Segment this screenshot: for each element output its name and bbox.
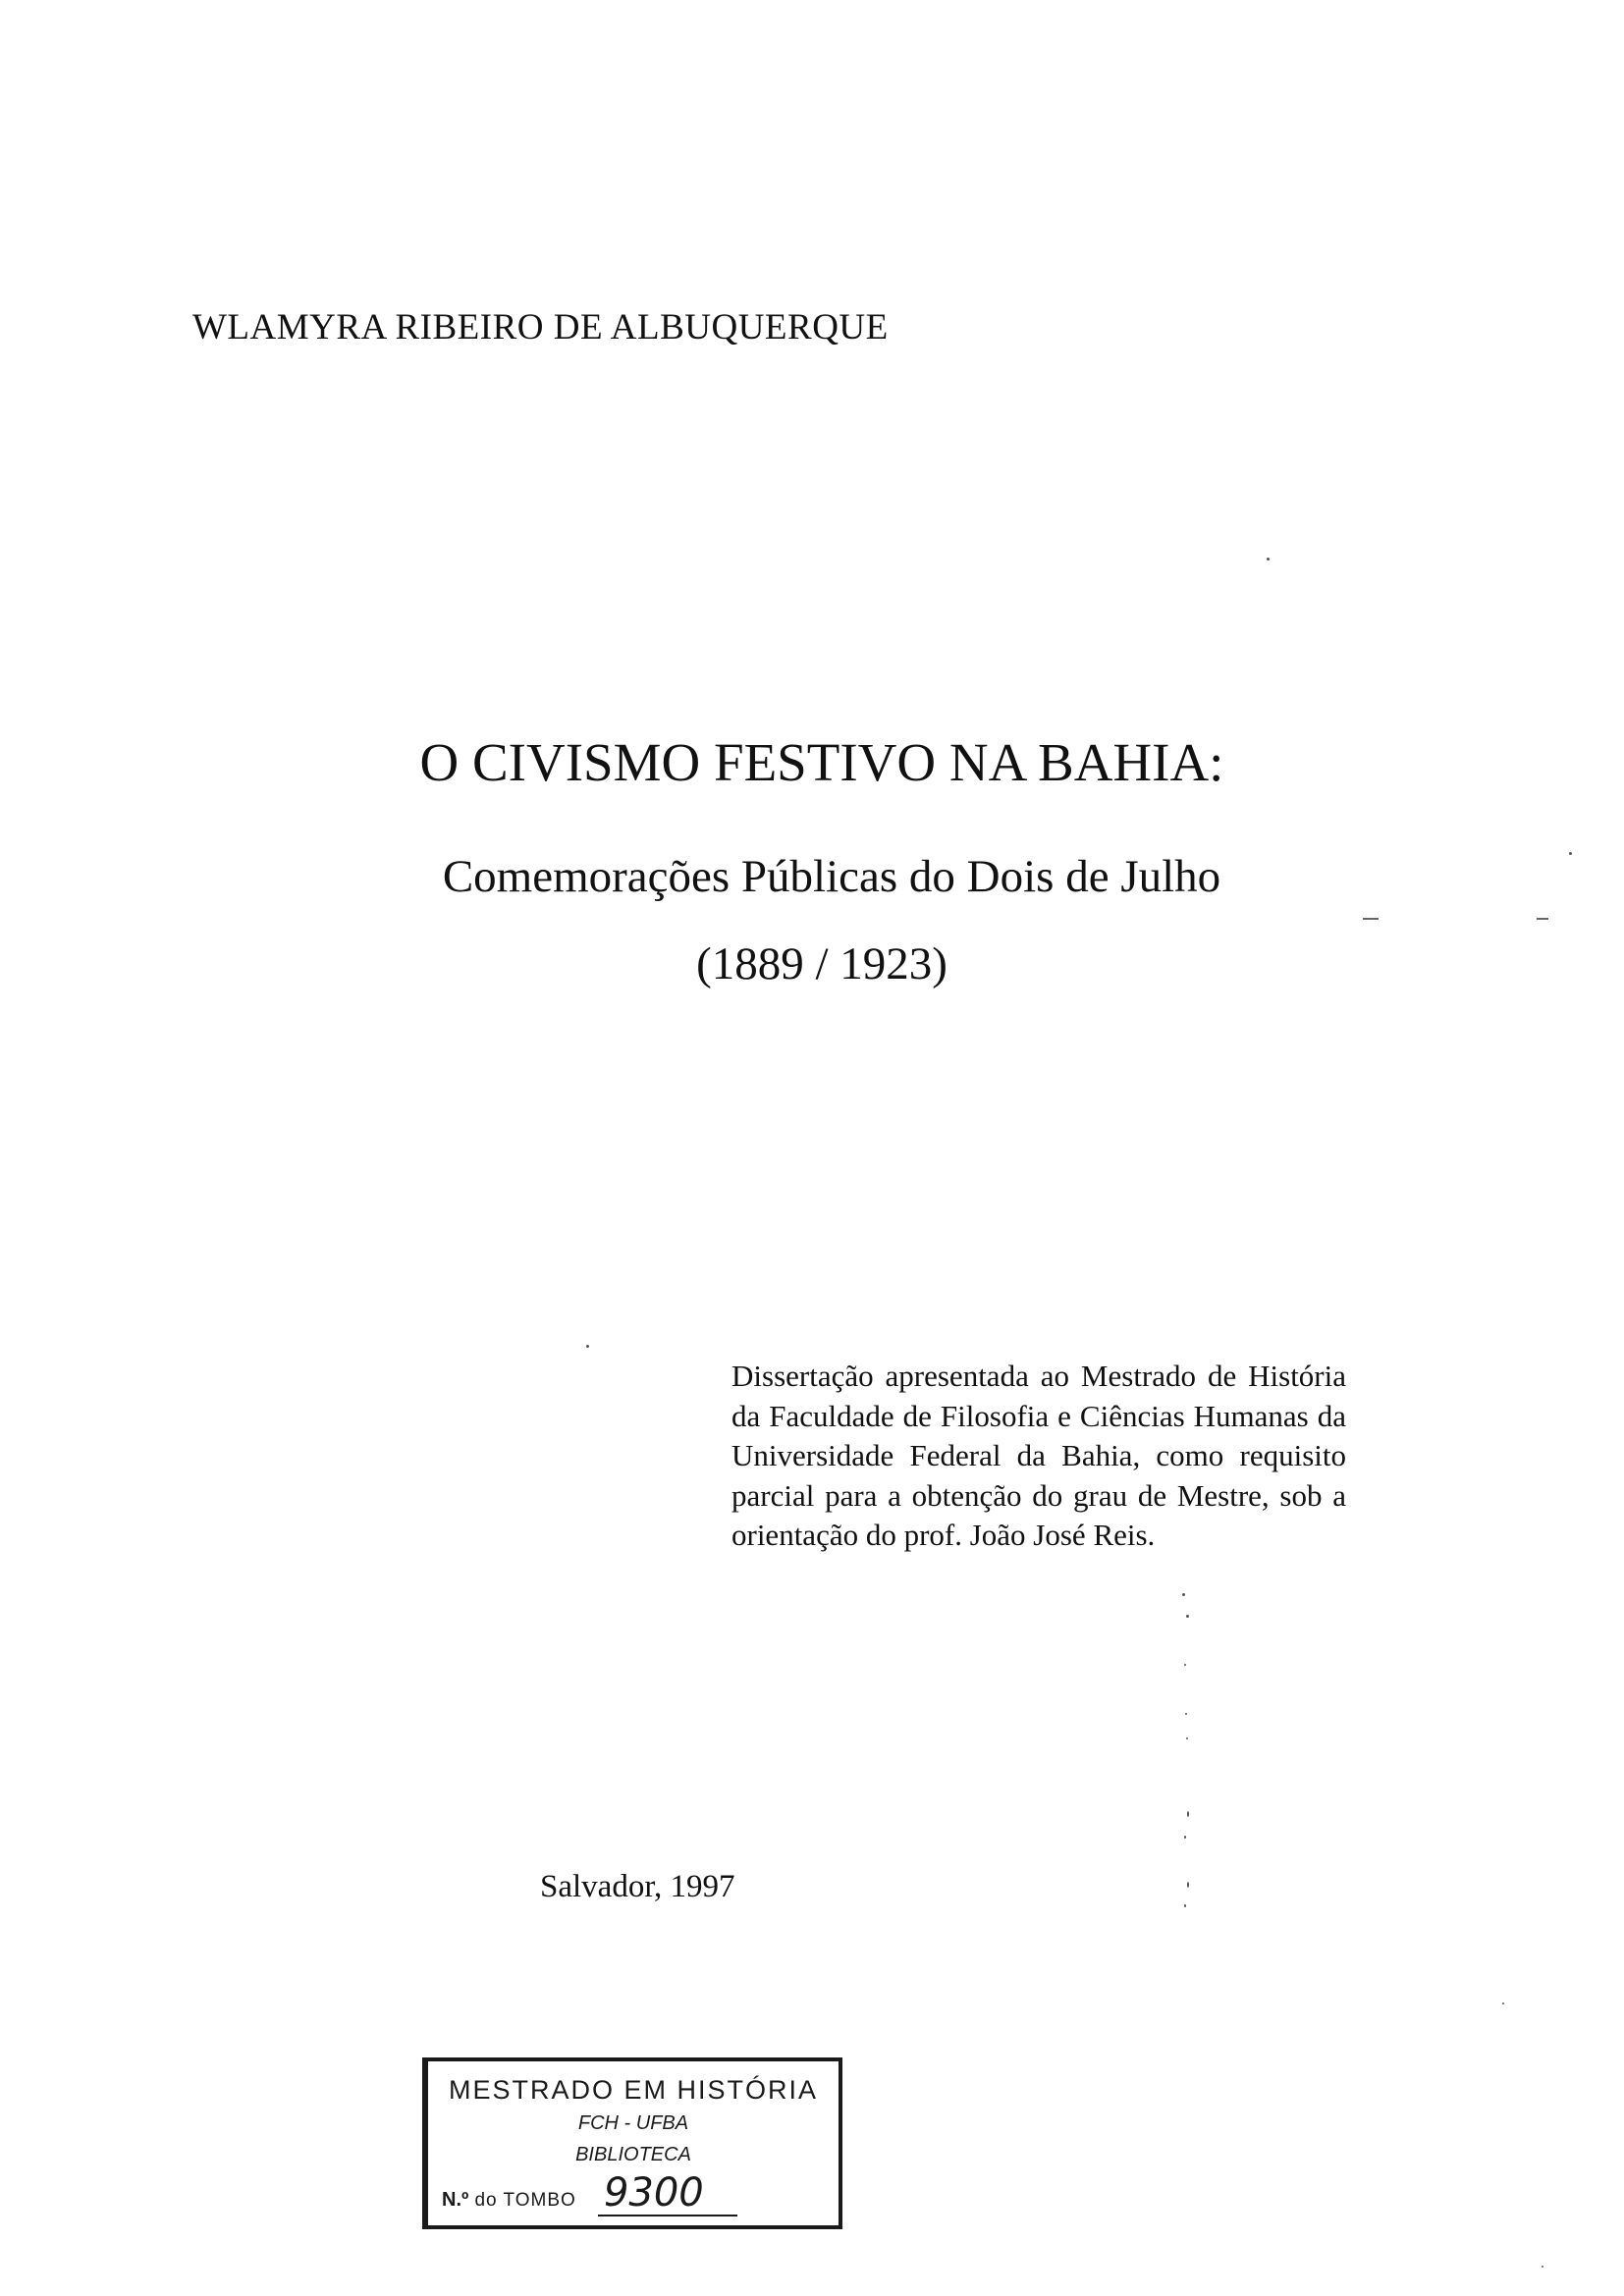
- thesis-subtitle: Comemorações Públicas do Dois de Julho: [442, 851, 1221, 902]
- stamp-tombo-number: 9300: [598, 2171, 737, 2216]
- stamp-tombo-row: [442, 2171, 737, 2216]
- stamp-tombo-label: do TOMBO: [474, 2190, 576, 2211]
- author-name: WLAMYRA RIBEIRO DE ALBUQUERQUE: [192, 307, 889, 347]
- scan-speck: [1187, 1882, 1189, 1888]
- scan-dash: [1363, 918, 1379, 920]
- scan-speck: [1542, 2266, 1543, 2268]
- place-and-date: Salvador, 1997: [540, 1869, 735, 1904]
- library-stamp: [422, 2057, 842, 2229]
- scan-speck: [1267, 558, 1270, 561]
- scan-speck: [1186, 1615, 1189, 1618]
- scan-speck: [1502, 2002, 1504, 2004]
- scan-speck: [1185, 1713, 1187, 1715]
- scan-dash: [1537, 918, 1548, 920]
- stamp-number-label: N.º: [442, 2189, 469, 2211]
- scan-speck: [1187, 1811, 1189, 1817]
- scan-speck: [1184, 1904, 1186, 1907]
- scan-speck: [1186, 1737, 1188, 1739]
- stamp-institution: FCH - UFBA: [577, 2112, 689, 2134]
- scan-speck: [1184, 1836, 1186, 1839]
- dissertation-note: Dissertação apresentada ao Mestrado de História da Faculdade de Filosofia e Ciências Humanas da Universidade Federal da Bahia, como requisito parcial para a obtenção do grau de Mestre, sob a orientação do prof. João José Reis.: [731, 1359, 1346, 1552]
- scan-speck: [1184, 1664, 1186, 1666]
- scan-speck: [1182, 1593, 1185, 1596]
- thesis-period: (1889 / 1923): [696, 938, 947, 989]
- thesis-title: O CIVISMO FESTIVO NA BAHIA:: [419, 732, 1224, 792]
- scan-speck: [586, 1345, 589, 1348]
- stamp-program: MESTRADO EM HISTÓRIA: [448, 2075, 819, 2105]
- scan-speck: [1569, 852, 1572, 855]
- stamp-library: BIBLIOTECA: [575, 2144, 691, 2165]
